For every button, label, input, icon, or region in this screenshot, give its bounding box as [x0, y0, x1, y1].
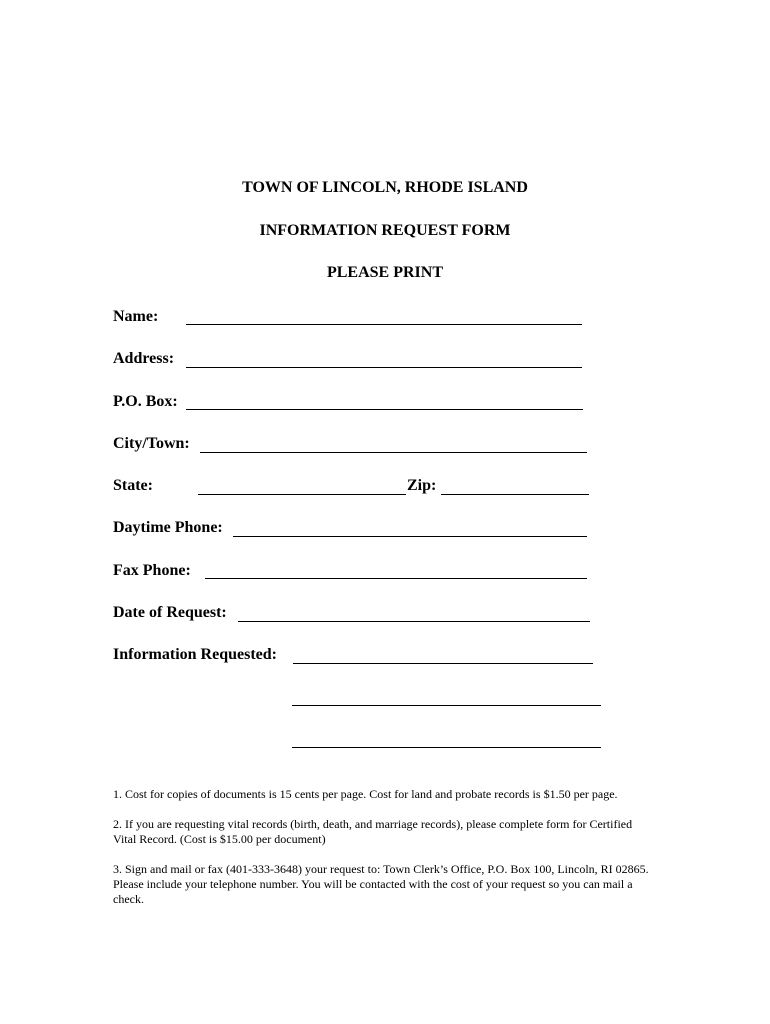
- state-field[interactable]: [198, 494, 406, 495]
- po-box-label: P.O. Box:: [113, 393, 178, 410]
- name-field[interactable]: [186, 324, 582, 325]
- town-heading: TOWN OF LINCOLN, RHODE ISLAND: [242, 179, 528, 196]
- information-requested-field[interactable]: [293, 663, 593, 664]
- daytime-phone-label: Daytime Phone:: [113, 519, 223, 536]
- address-field[interactable]: [186, 367, 582, 368]
- city-town-label: City/Town:: [113, 435, 190, 452]
- information-requested-line-3[interactable]: [292, 747, 601, 748]
- fax-phone-field[interactable]: [205, 578, 587, 579]
- fax-phone-label: Fax Phone:: [113, 562, 191, 579]
- note-vital-records: 2. If you are requesting vital records (birth, death, and marriage records), please complete form for Certified Vital Record. (Cost is $15.00 per document): [113, 817, 633, 846]
- form-title: INFORMATION REQUEST FORM: [259, 222, 511, 239]
- note-cost: 1. Cost for copies of documents is 15 cents per page. Cost for land and probate records is $1.50 per page.: [113, 787, 618, 801]
- date-of-request-field[interactable]: [238, 621, 590, 622]
- information-requested-line-2[interactable]: [292, 705, 601, 706]
- note-mail-instructions: 3. Sign and mail or fax (401-333-3648) your request to: Town Clerk’s Office, P.O. Box 100, Lincoln, RI 02865. Please include your telephone number. You will be contacted with the cost of your request so you can mail a check.: [113, 862, 649, 906]
- zip-field[interactable]: [441, 494, 589, 495]
- print-instruction: PLEASE PRINT: [326, 264, 444, 281]
- state-label: State:: [113, 477, 153, 494]
- city-town-field[interactable]: [200, 452, 587, 453]
- date-of-request-label: Date of Request:: [113, 604, 227, 621]
- po-box-field[interactable]: [186, 409, 583, 410]
- information-requested-label: Information Requested:: [113, 646, 277, 663]
- zip-label: Zip:: [407, 477, 437, 494]
- address-label: Address:: [113, 350, 175, 367]
- name-label: Name:: [113, 308, 159, 325]
- daytime-phone-field[interactable]: [233, 536, 587, 537]
